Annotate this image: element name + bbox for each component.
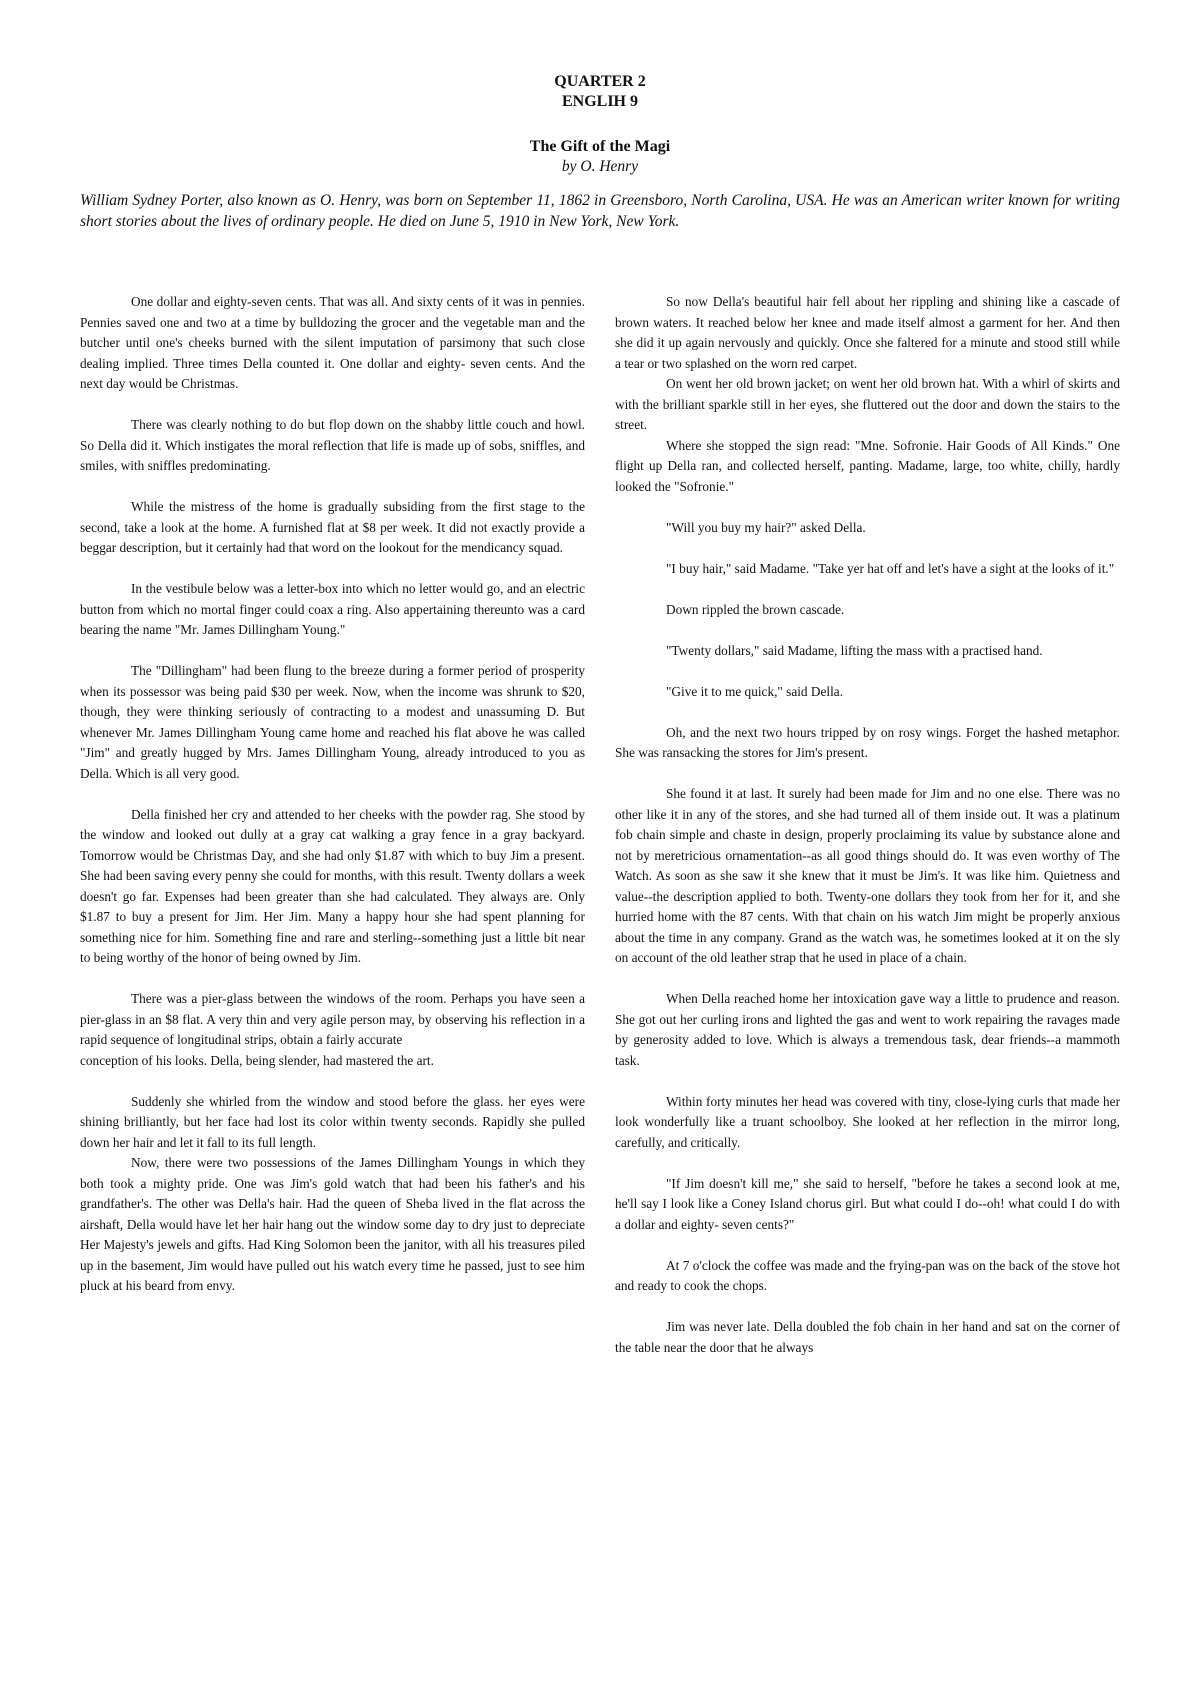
paragraph: She found it at last. It surely had been made for Jim and no one else. There was no other like it in any of the stores, and she had turned all of them inside out. It was a platinum fob chain simple and chaste in design, properly proclaiming its value by substance alone and not by meretricious ornamentation--as all good things should do. It was even worthy of The Watch. As soon as she saw it she knew that it must be Jim's. It was like him. Quietness and value--the description applied to both. Twenty-one dollars they took from her for it, and she hurried home with the 87 cents. With that chain on his watch Jim might be properly anxious about the time in any company. Grand as the watch was, he sometimes looked at it on the sly on account of the old leather strap that he used in place of a chain. <box>615 786 1120 965</box>
story-byline: by O. Henry <box>561 158 639 175</box>
paragraph: In the vestibule below was a letter-box into which no letter would go, and an electric button from which no mortal finger could coax a ring. Also appertaining thereunto was a card bearing the name "Mr. James Dillingham Young." <box>80 581 585 637</box>
paragraph: "I buy hair," said Madame. "Take yer hat off and let's have a sight at the looks of it." <box>666 560 1115 576</box>
course-heading: ENGLIH 9 <box>561 93 638 110</box>
document-header <box>80 72 1120 177</box>
paragraph: Oh, and the next two hours tripped by on rosy wings. Forget the hashed metaphor. She was ransacking the stores for Jim's present. <box>615 724 1120 760</box>
paragraph: "Will you buy my hair?" asked Della. <box>666 519 866 535</box>
paragraph: Suddenly she whirled from the window and stood before the glass. her eyes were shining brilliantly, but her face had lost its color within twenty seconds. Rapidly she pulled down her hair and let it fall to its full length. <box>80 1093 585 1150</box>
left-column <box>80 292 585 1358</box>
paragraph: conception of his looks. Della, being slender, had mastered the art. <box>80 1052 434 1068</box>
paragraph: Within forty minutes her head was covered with tiny, close-lying curls that made her look wonderfully like a truant schoolboy. She looked at her reflection in the mirror long, carefully, and critically. <box>615 1093 1120 1150</box>
paragraph: Jim was never late. Della doubled the fob chain in her hand and sat on the corner of the table near the door that he always <box>615 1319 1120 1355</box>
paragraph: One dollar and eighty-seven cents. That was all. And sixty cents of it was in pennies. Pennies saved one and two at a time by bulldozing the grocer and the vegetable man and the butcher until one's cheeks burned with the silent imputation of parsimony that such close dealing implied. Three times Della counted it. One dollar and eighty- seven cents. And the next day would be Christmas. <box>80 294 585 391</box>
story-title: The Gift of the Magi <box>529 138 671 155</box>
paragraph: Della finished her cry and attended to her cheeks with the powder rag. She stood by the window and looked out dully at a gray cat walking a gray fence in a gray backyard. Tomorrow would be Christmas Day, and she had only $1.87 with which to buy Jim a present. She had been saving every penny she could for months, with this result. Twenty dollars a week doesn't go far. Expenses had been greater than she had calculated. They always are. Only $1.87 to buy a present for Jim. Her Jim. Many a happy hour she had spent planning for something nice for him. Something fine and rare and sterling--something just a little bit near to being worthy of the honor of being owned by Jim. <box>80 806 585 965</box>
author-bio: William Sydney Porter, also known as O. Henry, was born on September 11, 1862 in Greensboro, North Carolina, USA. He was an American writer known for writing short stories about the lives of ordinary people. He died on June 5, 1910 in New York, New York. <box>80 192 1120 230</box>
paragraph: There was clearly nothing to do but flop down on the shabby little couch and howl. So Della did it. Which instigates the moral reflection that life is made up of sobs, sniffles, and smiles, with sniffles predominating. <box>80 417 585 473</box>
paragraph: "Give it to me quick," said Della. <box>666 683 844 699</box>
paragraph: So now Della's beautiful hair fell about her rippling and shining like a cascade of brown waters. It reached below her knee and made itself almost a garment for her. And then she did it up again nervously and quickly. Once she faltered for a minute and stood still while a tear or two splashed on the worn red carpet. <box>615 294 1120 371</box>
story-columns <box>80 292 1120 1358</box>
paragraph: While the mistress of the home is gradually subsiding from the first stage to the second, take a look at the home. A furnished flat at $8 per week. It did not exactly provide a beggar description, but it certainly had that word on the lookout for the mendicancy squad. <box>80 499 585 555</box>
paragraph: Down rippled the brown cascade. <box>666 601 845 617</box>
paragraph: On went her old brown jacket; on went her old brown hat. With a whirl of skirts and with the brilliant sparkle still in her eyes, she fluttered out the door and down the stairs to the street. <box>615 376 1120 432</box>
right-column <box>615 292 1120 1358</box>
paragraph: There was a pier-glass between the windows of the room. Perhaps you have seen a pier-glass in an $8 flat. A very thin and very agile person may, by observing his reflection in a rapid sequence of longitudinal strips, obtain a fairly accurate <box>80 991 585 1047</box>
paragraph: "If Jim doesn't kill me," she said to herself, "before he takes a second look at me, he'll say I look like a Coney Island chorus girl. But what could I do--oh! what could I do with a dollar and eighty- seven cents?" <box>615 1175 1120 1232</box>
paragraph: Now, there were two possessions of the James Dillingham Youngs in which they both took a mighty pride. One was Jim's gold watch that had been his father's and his grandfather's. The other was Della's hair. Had the queen of Sheba lived in the flat across the airshaft, Della would have let her hair hang out the window some day to dry just to depreciate Her Majesty's jewels and gifts. Had King Solomon been the janitor, with all his treasures piled up in the basement, Jim would have pulled out his watch every time he passed, just to see him pluck at his beard from envy. <box>80 1155 585 1293</box>
paragraph: "Twenty dollars," said Madame, lifting the mass with a practised hand. <box>666 642 1043 658</box>
paragraph: Where she stopped the sign read: "Mne. Sofronie. Hair Goods of All Kinds." One flight up Della ran, and collected herself, panting. Madame, large, too white, chilly, hardly looked the "Sofronie." <box>615 437 1120 494</box>
paragraph: At 7 o'clock the coffee was made and the frying-pan was on the back of the stove hot and ready to cook the chops. <box>615 1257 1120 1293</box>
paragraph: The "Dillingham" had been flung to the breeze during a former period of prosperity when its possessor was being paid $30 per week. Now, when the income was shrunk to $20, though, they were thinking seriously of contracting to a modest and unassuming D. But whenever Mr. James Dillingham Young came home and reached his flat above he was called "Jim" and greatly hugged by Mrs. James Dillingham Young, already introduced to you as Della. Which is all very good. <box>80 663 585 781</box>
quarter-heading: QUARTER 2 <box>554 73 646 90</box>
paragraph: When Della reached home her intoxication gave way a little to prudence and reason. She got out her curling irons and lighted the gas and went to work repairing the ravages made by generosity added to love. Which is always a tremendous task, dear friends--a mammoth task. <box>615 991 1120 1068</box>
